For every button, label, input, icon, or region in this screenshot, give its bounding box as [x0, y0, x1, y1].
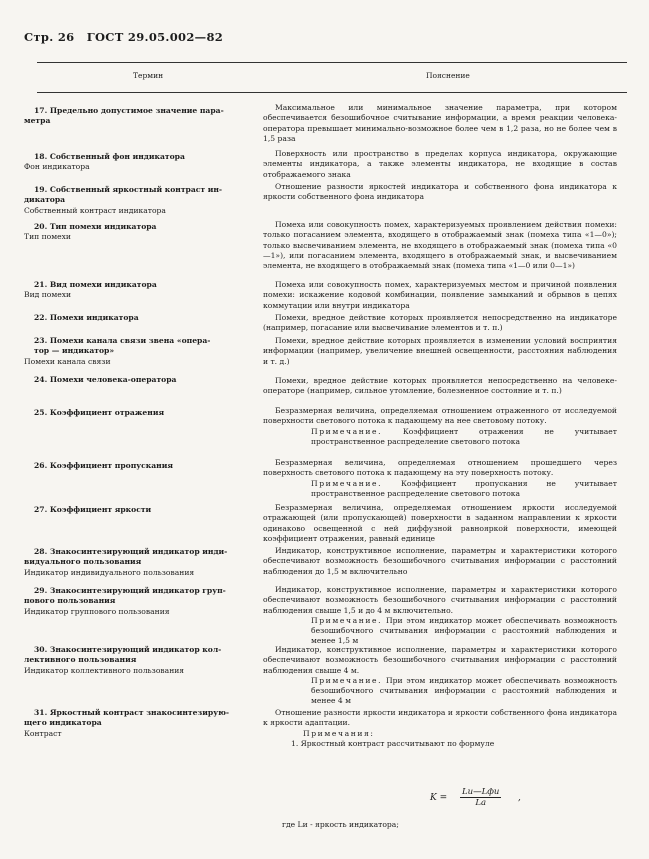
formula-numerator: Lи—Lфи: [462, 787, 500, 797]
explanation-25: Безразмерная величина, определяемая отношением отраженного от исследуемой поверхности светового потока к падающему на нее световому потоку. Примечание. Коэффициент отражения не учитывает пространственное распределение светового потока: [263, 406, 617, 446]
contrast-formula: K = Lи—Lфи Lа ,: [430, 787, 521, 808]
term-21: 21. Вид помехи индикатора Вид помехи: [24, 280, 157, 300]
term-22: 22. Помехи индикатора: [34, 313, 139, 322]
explanation-20: Помеха или совокупность помех, характеризуемых проявлением действия помехи: только погасанием элемента, входящего в отображаемый знак (помеха типа «1—0»); только высвечиванием элемента, не входящего в отображаемый знак (помеха типа «0—1»), или погасанием элемента, входящего в отображаемый знак, и высвечиванием элемента, не входящего в отображаемый знак (помеха типа «1—0 или 0—1»): [263, 220, 617, 271]
explanation-21: Помеха или совокупность помех, характеризуемых местом и причиной появления помехи: искажение кодовой комбинации, появление замыканий и обрывов в цепях коммутации или внутри индикатора: [263, 280, 617, 310]
note-item-1: 1. Яркостный контраст рассчитывают по формуле: [291, 738, 495, 748]
term-25: 25. Коэффициент отражения: [34, 408, 165, 417]
term-26: 26. Коэффициент пропускания: [34, 461, 173, 470]
explanation-31: Отношение разности яркости индикатора и яркости собственного фона индикатора к яркости адаптации. Примечания: 1. Яркостный контраст рассчитывают по формуле: [263, 708, 617, 748]
term-30: 30. Знакосинтезирующий индикатор кол- лективного пользования Индикатор коллективного пользования: [24, 645, 222, 675]
standard-code: ГОСТ 29.05.002—82: [86, 30, 224, 44]
explanation-19: Отношение разности яркостей индикатора и собственного фона индикатора к яркости собственного фона индикатора: [263, 182, 617, 202]
column-header-explanation: Пояснение: [426, 71, 470, 80]
term-19: 19. Собственный яркостный контраст ин- дикатора Собственный контраст индикатора: [24, 185, 223, 215]
explanation-17: Максимальное или минимальное значение параметра, при котором обеспечивается безошибочное считывание информации, а время реакции человека-оператора превышает минимально-возможное более чем в 1,2 раза, но не более чем в 1,5 раза: [263, 103, 617, 143]
explanation-29: Индикатор, конструктивное исполнение, параметры и характеристики которого обеспечивают возможность безошибочного считывания информации с расстояний наблюдения свыше 1,5 и до 4 м включительно. Примечание. При этом индикатор может обеспечивать возможность безошибочного считывания информации с расстояний наблюдения и менее 1,5 м: [263, 585, 617, 646]
term-27: 27. Коэффициент яркости: [34, 505, 152, 514]
page-header: [24, 30, 231, 44]
explanation-27: Безразмерная величина, определяемая отношением яркости исследуемой отражающей (или пропускающей) поверхности в заданном направлении к яркости одинаково освещенной с ней диффузной равнояркой поверхности, имеющей коэффициент отражения, равный единице: [263, 503, 617, 543]
page-number: Стр. 26: [24, 30, 75, 44]
term-24: 24. Помехи человека-оператора: [34, 375, 177, 384]
explanation-28: Индикатор, конструктивное исполнение, параметры и характеристики которого обеспечивают возможность безошибочного считывания информации с расстояний наблюдения до 1,5 м включительно: [263, 546, 617, 576]
explanation-30: Индикатор, конструктивное исполнение, параметры и характеристики которого обеспечивают возможность безошибочного считывания информации с расстояний наблюдения свыше 4 м. Примечание. При этом индикатор может обеспечивать возможность безошибочного считывания информации с расстояний наблюдения и менее 4 м: [263, 645, 617, 706]
term-29: 29. Знакосинтезирующий индикатор груп- пового пользования Индикатор группового пользования: [24, 586, 226, 616]
term-23: 23. Помехи канала связи звена «опера- тор — индикатор» Помехи канала связи: [24, 336, 211, 366]
formula-denominator: Lа: [475, 798, 487, 808]
explanation-22: Помехи, вредное действие которых проявляется непосредственно на индикаторе (например, погасание или высвечивание элементов и т. п.): [263, 313, 617, 333]
explanation-26: Безразмерная величина, определяемая отношением прошедшего через поверхность светового потока к падающему на эту поверхность потоку. Примечание. Коэффициент пропускания не учитывает пространственное распределение светового потока: [263, 458, 618, 498]
explanation-23: Помехи, вредное действие которых проявляется в изменении условий восприятия информации (например, увеличение внешней освещенности, расстояния наблюдения и т. д.): [263, 336, 617, 366]
term-20: 20. Тип помехи индикатора Тип помехи: [24, 222, 157, 242]
formula-where: где Lи - яркость индикатора;: [282, 820, 399, 829]
term-17: 17. Предельно допустимое значение пара- метра: [24, 106, 224, 126]
term-31: 31. Яркостный контраст знакосинтезирую- щего индикатора Контраст: [24, 708, 230, 738]
term-28: 28. Знакосинтезирующий индикатор инди- видуального пользования Индикатор индивидуального пользования: [24, 547, 228, 577]
table-header-rule: [37, 92, 627, 93]
explanation-18: Поверхность или пространство в пределах корпуса индикатора, окружающие элементы индикатора, а также элементы индикатора, не входящие в состав отображаемого знака: [263, 149, 617, 179]
table-top-rule: [37, 62, 627, 63]
column-header-term: Термин: [133, 71, 164, 80]
explanation-24: Помехи, вредное действие которых проявляется непосредственно на человеке-операторе (например, сильное утомление, болезненное состояние и т. п.): [263, 376, 617, 396]
term-18: 18. Собственный фон индикатора Фон индикатора: [24, 152, 185, 172]
